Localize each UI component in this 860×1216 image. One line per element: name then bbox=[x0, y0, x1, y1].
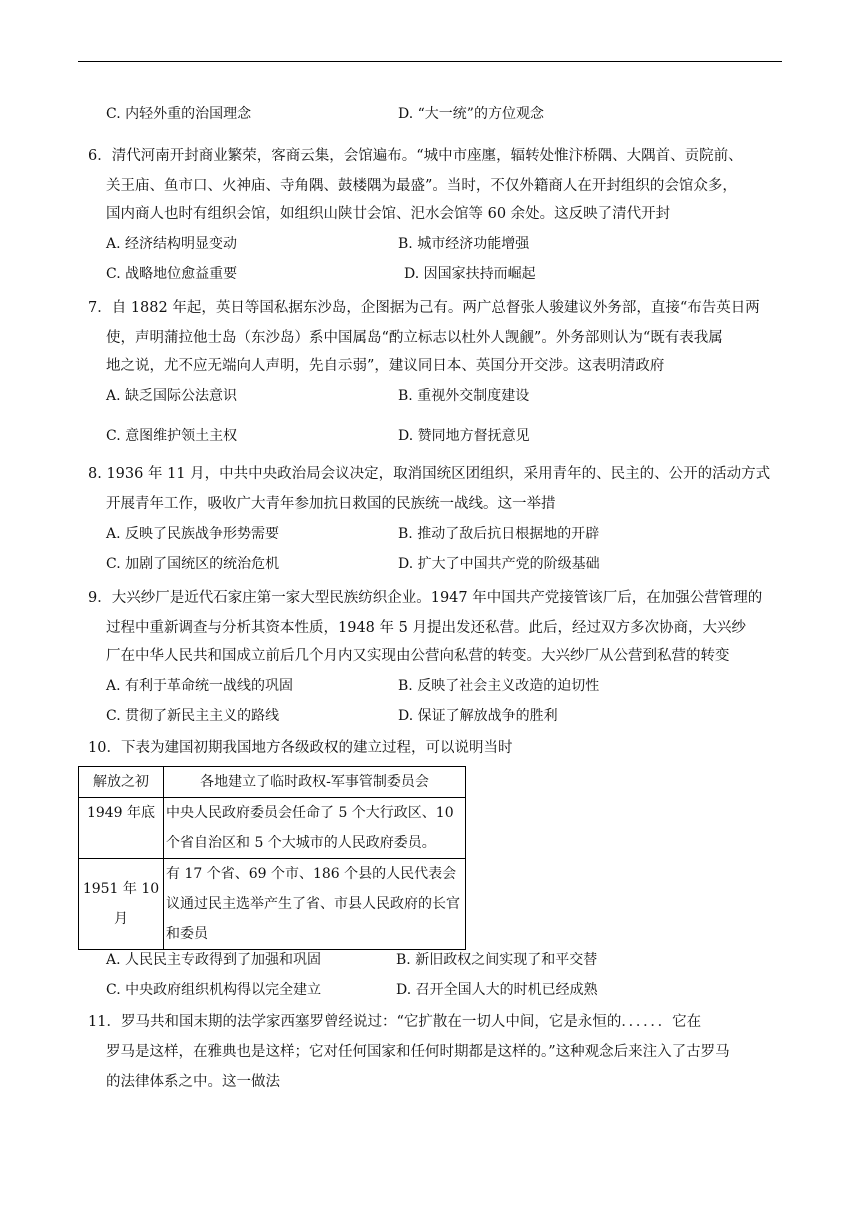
q9-stem-line-1: 9．大兴纱厂是近代石家庄第一家大型民族纺织企业。1947 年中国共产党接管该厂后，在加强公营管理的 bbox=[88, 590, 763, 606]
q6-option-b: B. 城市经济功能增强 bbox=[398, 236, 530, 252]
q8-option-a: A. 反映了民族战争形势需要 bbox=[106, 526, 280, 542]
q8-option-d: D. 扩大了中国共产党的阶级基础 bbox=[398, 556, 600, 572]
table-row bbox=[79, 798, 466, 859]
table-row bbox=[79, 859, 466, 950]
q9-option-a: A. 有利于革命统一战线的巩固 bbox=[106, 678, 294, 694]
q7-option-a: A. 缺乏国际公法意识 bbox=[106, 388, 238, 404]
header-rule bbox=[78, 61, 782, 62]
q10-table bbox=[78, 766, 466, 950]
q7-stem-line-2: 使，声明蒲拉他士岛（东沙岛）系中国属岛“酌立标志以杜外人觊觎”。外务部则认为“既有表我属 bbox=[106, 330, 723, 346]
q9-stem-line-3: 厂在中华人民共和国成立前后几个月内又实现由公营向私营的转变。大兴纱厂从公营到私营的转变 bbox=[106, 648, 730, 664]
table-cell: 解放之初 bbox=[79, 767, 164, 798]
q6-stem-line-1: 6．清代河南开封商业繁荣，客商云集，会馆遍布。“城中市座廛，辐转处惟汴桥隅、大隅首、贡院前、 bbox=[88, 148, 743, 164]
q7-option-b: B. 重视外交制度建设 bbox=[398, 388, 530, 404]
q6-stem-line-2: 关王庙、鱼市口、火神庙、寺角隅、鼓楼隅为最盛”。当时，不仅外籍商人在开封组织的会馆众多， bbox=[106, 178, 737, 194]
q7-stem-line-1: 7．自 1882 年起，英日等国私据东沙岛，企图据为己有。两广总督张人骏建议外务部，直接“布告英日两 bbox=[88, 300, 760, 316]
q6-option-d: D. 因国家扶持而崛起 bbox=[404, 266, 536, 282]
table-cell: 中央人民政府委员会任命了 5 个大行政区、10 个省自治区和 5 个大城市的人民政府委员。 bbox=[164, 798, 466, 859]
q8-stem-line-1: 8. 1936 年 11 月，中共中央政治局会议决定，取消国统区团组织，采用青年的、民主的、公开的活动方式 bbox=[88, 466, 771, 482]
q7-option-c: C. 意图维护领土主权 bbox=[106, 428, 238, 444]
table-cell: 各地建立了临时政权-军事管制委员会 bbox=[164, 767, 466, 798]
table-cell: 1951 年 10 月 bbox=[79, 859, 164, 950]
q11-stem-line-2: 罗马是这样，在雅典也是这样；它对任何国家和任何时期都是这样的。”这种观念后来注入了古罗马 bbox=[106, 1044, 730, 1060]
table-cell: 有 17 个省、69 个市、186 个县的人民代表会议通过民主选举产生了省、市县人民政府的长官和委员 bbox=[164, 859, 466, 950]
table-cell: 1949 年底 bbox=[79, 798, 164, 859]
q6-option-c: C. 战略地位愈益重要 bbox=[106, 266, 238, 282]
q5-option-d: D. “大一统”的方位观念 bbox=[398, 106, 544, 122]
q10-option-a: A. 人民民主专政得到了加强和巩固 bbox=[106, 952, 322, 968]
q9-stem-line-2: 过程中重新调查与分析其资本性质，1948 年 5 月提出发还私营。此后，经过双方多次协商，大兴纱 bbox=[106, 620, 746, 636]
q10-option-b: B. 新旧政权之间实现了和平交替 bbox=[396, 952, 598, 968]
q10-option-d: D. 召开全国人大的时机已经成熟 bbox=[396, 982, 598, 998]
q7-stem-line-3: 地之说，尤不应无端向人声明，先自示弱”，建议同日本、英国分开交涉。这表明清政府 bbox=[106, 358, 665, 374]
q7-option-d: D. 赞同地方督抚意见 bbox=[398, 428, 530, 444]
q9-option-c: C. 贯彻了新民主主义的路线 bbox=[106, 708, 280, 724]
q8-option-c: C. 加剧了国统区的统治危机 bbox=[106, 556, 280, 572]
q6-option-a: A. 经济结构明显变动 bbox=[106, 236, 238, 252]
q9-option-d: D. 保证了解放战争的胜利 bbox=[398, 708, 558, 724]
q8-stem-line-2: 开展青年工作，吸收广大青年参加抗日救国的民族统一战线。这一举措 bbox=[106, 496, 556, 512]
table-row bbox=[79, 767, 466, 798]
q10-option-c: C. 中央政府组织机构得以完全建立 bbox=[106, 982, 322, 998]
q10-stem: 10．下表为建国初期我国地方各级政权的建立过程，可以说明当时 bbox=[88, 740, 513, 756]
q8-option-b: B. 推动了敌后抗日根据地的开辟 bbox=[398, 526, 600, 542]
q5-option-c: C. 内轻外重的治国理念 bbox=[106, 106, 252, 122]
q11-stem-line-1: 11．罗马共和国末期的法学家西塞罗曾经说过：“它扩散在一切人中间，它是永恒的．．．．．．它在 bbox=[88, 1014, 702, 1030]
q6-stem-line-3: 国内商人也时有组织会馆，如组织山陕廿会馆、汜水会馆等 60 余处。这反映了清代开封 bbox=[106, 206, 671, 222]
q11-stem-line-3: 的法律体系之中。这一做法 bbox=[106, 1074, 280, 1090]
q9-option-b: B. 反映了社会主义改造的迫切性 bbox=[398, 678, 600, 694]
